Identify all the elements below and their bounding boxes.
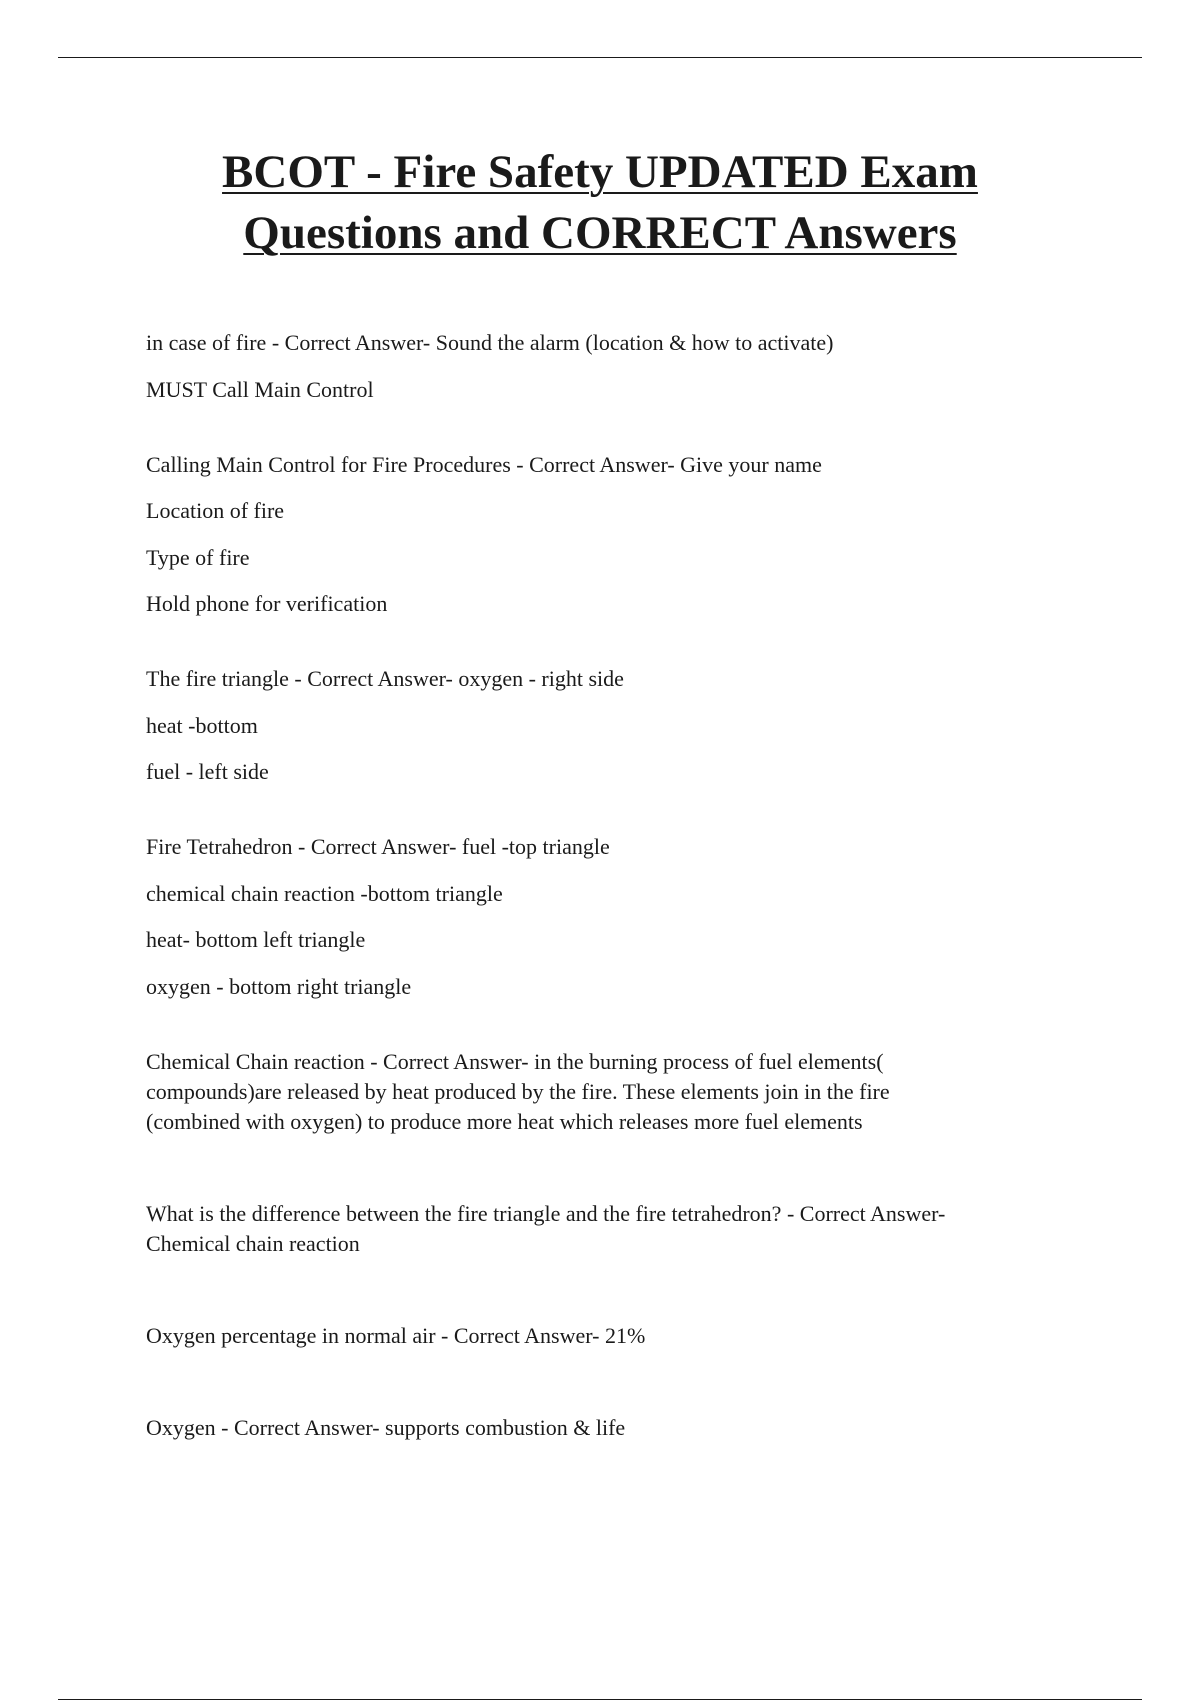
entry-line: What is the difference between the fire triangle and the fire tetrahedron? - Correct Answer- (146, 1200, 946, 1226)
entry-line: Calling Main Control for Fire Procedures - Correct Answer- Give your name (146, 451, 822, 477)
entry-line: Chemical chain reaction (146, 1230, 360, 1256)
qa-entry-oxygen (146, 1413, 1046, 1443)
entry-line: oxygen - bottom right triangle (146, 973, 412, 999)
qa-entry-chemical-chain-reaction (146, 1047, 1046, 1137)
entry-line: chemical chain reaction -bottom triangle (146, 880, 503, 906)
entry-line: heat- bottom left triangle (146, 927, 366, 952)
qa-entry-oxygen-percentage (146, 1321, 1046, 1351)
qa-entry-fire-tetrahedron (146, 832, 1046, 1002)
qa-entry-fire-triangle (146, 664, 1046, 787)
entry-line: compounds)are released by heat produced by the fire. These elements join in the fire (146, 1078, 890, 1104)
entry-line: Location of fire (146, 498, 285, 523)
qa-entry-triangle-vs-tetrahedron (146, 1199, 1046, 1259)
entry-line: Oxygen percentage in normal air - Correct Answer- 21% (146, 1322, 646, 1348)
entry-line: MUST Call Main Control (146, 376, 374, 402)
entry-line: in case of fire - Correct Answer- Sound the alarm (location & how to activate) (146, 330, 834, 355)
entry-line: Type of fire (146, 544, 250, 570)
qa-entry-calling-main-control (146, 450, 1046, 620)
entry-line: Oxygen - Correct Answer- supports combustion & life (146, 1414, 626, 1440)
entry-line: Fire Tetrahedron - Correct Answer- fuel -top triangle (146, 834, 610, 859)
header-rule (58, 57, 1142, 58)
title-line-1: BCOT - Fire Safety UPDATED Exam (222, 146, 978, 198)
qa-entry-fire-case (146, 328, 1046, 405)
title-line-2: Questions and CORRECT Answers (243, 207, 957, 259)
document-title (100, 142, 1100, 264)
entry-line: fuel - left side (146, 759, 269, 784)
entry-line: The fire triangle - Correct Answer- oxygen - right side (146, 666, 624, 691)
entry-line: Chemical Chain reaction - Correct Answer- in the burning process of fuel elements( (146, 1048, 884, 1074)
qa-content (146, 328, 1046, 1443)
entry-line: Hold phone for verification (146, 591, 388, 616)
entry-line: heat -bottom (146, 712, 258, 738)
entry-line: (combined with oxygen) to produce more heat which releases more fuel elements (146, 1108, 863, 1134)
